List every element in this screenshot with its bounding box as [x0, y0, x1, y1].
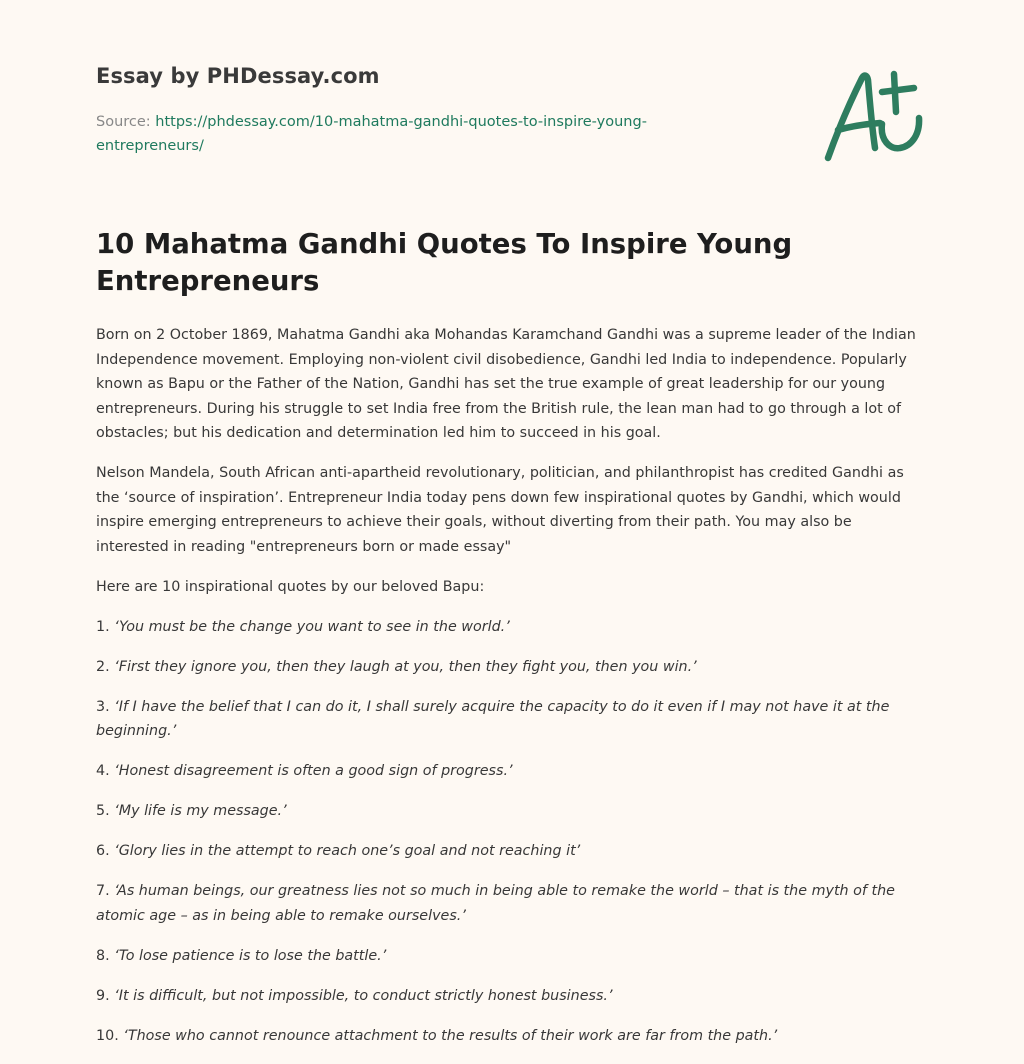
quote-text: ‘As human beings, our greatness lies not so much in being able to remake the world – that is the myth of the atomic age – as in being able to remake ourselves.’: [96, 883, 895, 924]
quote-text: ‘To lose patience is to lose the battle.’: [114, 947, 387, 964]
quote-item: [96, 615, 928, 640]
quote-text: ‘Honest disagreement is often a good sign of progress.’: [114, 763, 513, 779]
quote-number: 6.: [96, 843, 115, 859]
quote-item: [96, 1024, 928, 1049]
source-link[interactable]: https://phdessay.com/10-mahatma-gandhi-quotes-to-inspire-young-entrepreneurs/: [96, 114, 647, 154]
source-label: Source:: [96, 114, 156, 130]
quote-number: 3.: [96, 698, 115, 715]
quote-text: ‘Glory lies in the attempt to reach one’s goal and not reaching it’: [114, 843, 581, 859]
paragraph: Born on 2 October 1869, Mahatma Gandhi aka Mohandas Karamchand Gandhi was a supreme leader of the Indian Independence movement. Employing non-violent civil disobedience, Gandhi led India to independence. Popularly known as Bapu or the Father of the Nation, Gandhi has set the true example of great leadership for our young entrepreneurs. During his struggle to set India free from the British rule, the lean man had to go through a lot of obstacles; but his dedication and determination led him to succeed in his goal.: [96, 327, 916, 441]
paragraph: Nelson Mandela, South African anti-apartheid revolutionary, politician, and philanthropist has credited Gandhi as the ‘source of inspiration’. Entrepreneur India today pens down few inspirational quotes by Gandhi, which would inspire emerging entrepreneurs to achieve their goals, without diverting from their path. You may also be interested in reading "entrepreneurs born or made essay": [96, 465, 904, 555]
quote-text: ‘My life is my message.’: [114, 803, 287, 819]
quote-text: ‘First they ignore you, then they laugh at you, then they fight you, then you win.’: [114, 658, 697, 675]
quote-item: [96, 879, 928, 928]
document-title: 10 Mahatma Gandhi Quotes To Inspire Young Entrepreneurs: [96, 228, 793, 297]
quote-number: 5.: [96, 803, 115, 819]
document-body: [96, 323, 928, 1064]
quote-number: 8.: [96, 947, 115, 964]
quote-number: 1.: [96, 618, 115, 635]
quote-number: 10.: [96, 1027, 124, 1044]
quote-text: ‘You must be the change you want to see in the world.’: [114, 618, 510, 635]
quote-item: [96, 799, 928, 824]
quote-item: [96, 984, 928, 1009]
quote-item: [96, 655, 928, 680]
quote-item: [96, 944, 928, 969]
quote-text: ‘Those who cannot renounce attachment to the results of their work are far from the path.’: [123, 1027, 778, 1044]
paragraph: Here are 10 inspirational quotes by our beloved Bapu:: [96, 578, 485, 595]
quote-number: 9.: [96, 987, 115, 1004]
quote-text: ‘It is difficult, but not impossible, to conduct strictly honest business.’: [114, 987, 613, 1004]
quote-number: 4.: [96, 763, 115, 779]
source-line: [96, 111, 696, 158]
quote-item: [96, 759, 928, 784]
quote-text: ‘If I have the belief that I can do it, I shall surely acquire the capacity to do it even if I may not have it at the beginning.’: [96, 698, 890, 739]
quote-item: [96, 695, 928, 744]
a-plus-logo-icon: [820, 68, 926, 164]
brand-title: Essay by PHDessay.com: [96, 64, 380, 88]
quote-number: 2.: [96, 658, 115, 675]
quote-item: [96, 839, 928, 864]
quote-number: 7.: [96, 883, 115, 899]
